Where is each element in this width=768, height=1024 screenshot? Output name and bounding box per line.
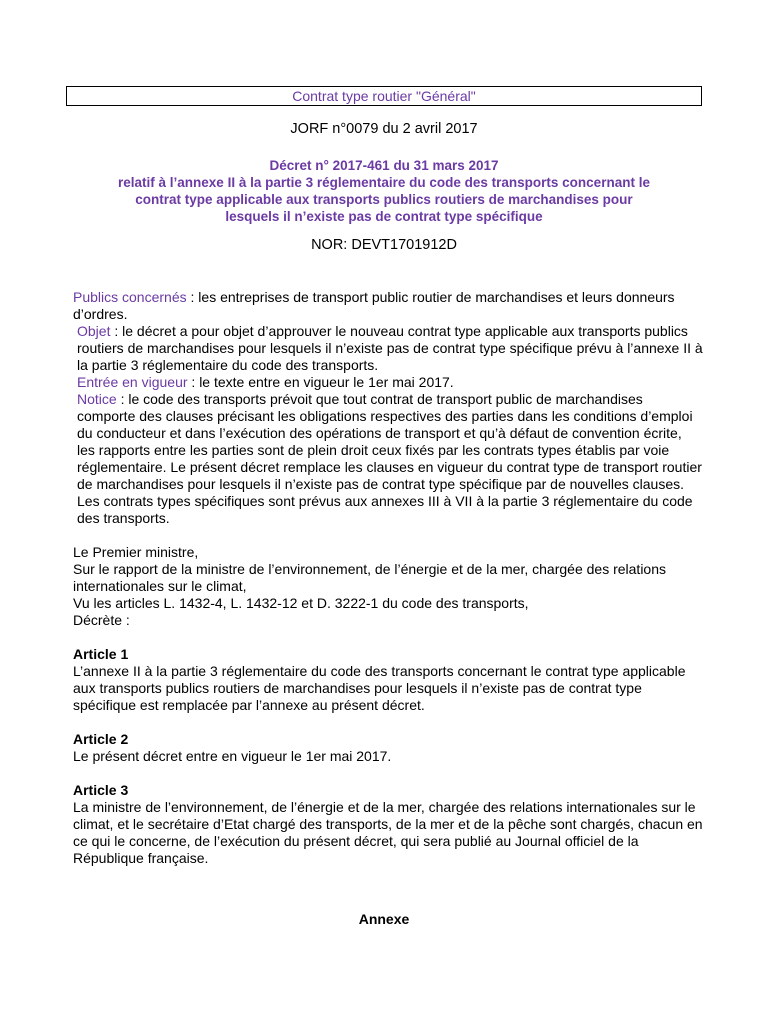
article-text: L’annexe II à la partie 3 réglementaire du code des transports concernant le contrat type applicable aux transports publics routiers de marchandises pour lesquels il n’existe pas de contrat type spécifique est remplacée par l’annexe au présent décret. [73,663,686,713]
publics-label: Publics concernés [73,289,187,305]
decret-subject-line: lesquels il n’existe pas de contrat type spécifique [225,209,543,224]
decret-subject-line: relatif à l’annexe II à la partie 3 réglementaire du code des transports concernant le [118,175,650,190]
publics-text: : les entreprises de transport public routier de marchandises et leurs donneurs d’ordres. [73,289,675,322]
objet-label: Objet [77,323,111,339]
entree-paragraph [77,374,703,391]
article-title: Article 3 [73,782,129,798]
decree-body [73,289,703,867]
jorf-reference: JORF n°0079 du 2 avril 2017 [290,121,478,137]
decret-heading [66,157,702,225]
article-title: Article 1 [73,646,129,662]
article-title: Article 2 [73,731,129,747]
entree-label: Entrée en vigueur [77,374,188,390]
article-text: Le présent décret entre en vigueur le 1er mai 2017. [73,748,392,764]
objet-paragraph [77,323,703,374]
notice-text: : le code des transports prévoit que tout contrat de transport public de marchandises comporte des clauses précisant les obligations respectives des parties dans les conditions d’emploi du conducteur et dans l’exécution des opérations de transport et qu’à défaut de convention écrite, les rapports entre les parties sont de plein droit ceux fixés par les contrats types établis par voie réglementaire. Le présent décret remplace les clauses en vigueur du contrat type de transport routier de marchandises pour lesquels il n’existe pas de contrat type spécifique par de nouvelles clauses. Les contrats types spécifiques sont prévus aux annexes III à VII à la partie 3 réglementaire du code des transports. [77,391,702,526]
document-title-box: Contrat type routier "Général" [66,86,702,106]
decret-subject-line: contrat type applicable aux transports publics routiers de marchandises pour [135,192,633,207]
preamble-line: Vu les articles L. 1432-4, L. 1432-12 et D. 3222-1 du code des transports, [73,595,529,611]
publics-paragraph [73,289,703,323]
objet-text: : le décret a pour objet d’approuver le nouveau contrat type applicable aux transports publics routiers de marchandises pour lesquels il n’existe pas de contrat type spécifique prévu à l’annexe II à la partie 3 réglementaire du code des transports. [77,323,703,373]
decret-title: Décret n° 2017-461 du 31 mars 2017 [269,158,499,173]
entree-text: : le texte entre en vigueur le 1er mai 2017. [187,374,454,390]
article-text: La ministre de l’environnement, de l’énergie et de la mer, chargée des relations internationales sur le climat, et le secrétaire d’Etat chargé des transports, de la mer et de la pêche sont chargés, chacun en ce qui le concerne, de l’exécution du présent décret, qui sera publié au Journal officiel de la République française. [73,799,703,866]
annexe-heading: Annexe [358,911,410,927]
nor-reference: NOR: DEVT1701912D [311,237,457,253]
preamble-line: Sur le rapport de la ministre de l’environnement, de l’énergie et de la mer, chargée des relations internationales sur le climat, [73,561,666,594]
notice-paragraph [77,391,703,527]
preamble-line: Décrète : [73,612,130,628]
preamble-line: Le Premier ministre, [73,544,199,560]
notice-label: Notice [77,391,117,407]
